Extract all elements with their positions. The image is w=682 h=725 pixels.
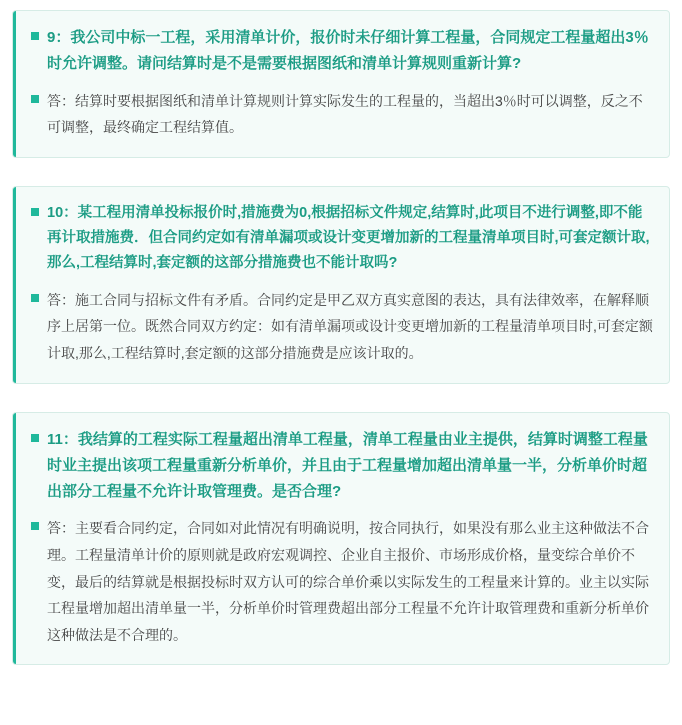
answer-row bbox=[29, 515, 653, 648]
question-number: 10： bbox=[47, 204, 78, 221]
qa-card bbox=[12, 186, 670, 384]
answer-body bbox=[47, 287, 653, 367]
answer-label: 答： bbox=[47, 520, 75, 537]
answer-text: 施工合同与招标文件有矛盾。合同约定是甲乙双方真实意图的表达，具有法律效率，在解释顺序上居第一位。既然合同双方约定：如有清单漏项或设计变更增加新的工程量清单项目时,可套定额计取,那么,工程结算时,套定额的这部分措施费是应该计取的。 bbox=[47, 291, 653, 361]
square-bullet-icon bbox=[31, 208, 39, 216]
answer-row bbox=[29, 287, 653, 367]
question-text: 我公司中标一工程，采用清单计价，报价时未仔细计算工程量，合同规定工程量超出3％时允许调整。请问结算时是不是需要根据图纸和清单计算规则重新计算? bbox=[47, 29, 649, 73]
answer-text: 主要看合同约定，合同如对此情况有明确说明，按合同执行，如果没有那么业主这种做法不合理。工程量清单计价的原则就是政府宏观调控、企业自主报价、市场形成价格，量变综合单价不变，最后的结算就是根据投标时双方认可的综合单价乘以实际发生的工程量来计算的。业主以实际工程量增加超出清单量一半，分析单价时管理费超出部分工程量不允许计取管理费和重新分析单价这种做法是不合理的。 bbox=[47, 520, 649, 643]
square-bullet-icon bbox=[31, 294, 39, 302]
answer-row bbox=[29, 88, 653, 141]
answer-body bbox=[47, 515, 653, 648]
question-row bbox=[29, 25, 653, 78]
qa-card bbox=[12, 412, 670, 666]
square-bullet-icon bbox=[31, 522, 39, 530]
question-body bbox=[47, 201, 653, 277]
answer-label: 答： bbox=[47, 291, 75, 308]
top-spacer bbox=[0, 0, 682, 10]
question-row bbox=[29, 201, 653, 277]
qa-card bbox=[12, 10, 670, 158]
question-body bbox=[47, 427, 653, 506]
square-bullet-icon bbox=[31, 434, 39, 442]
square-bullet-icon bbox=[31, 32, 39, 40]
question-body bbox=[47, 25, 653, 78]
question-number: 11： bbox=[47, 430, 78, 448]
answer-label: 答： bbox=[47, 92, 75, 109]
question-text: 某工程用清单投标报价时,措施费为0,根据招标文件规定,结算时,此项目不进行调整,即不能再计取措施费．但合同约定如有清单漏项或设计变更增加新的工程量清单项目时,可套定额计取,那么,工程结算时,套定额的这部分措施费也不能计取吗? bbox=[47, 204, 650, 272]
square-bullet-icon bbox=[31, 95, 39, 103]
question-number: 9： bbox=[47, 29, 71, 46]
question-text: 我结算的工程实际工程量超出清单工程量，清单工程量由业主提供，结算时调整工程量时业主提出该项工程量重新分析单价，并且由于工程量增加超出清单量一半，分析单价时超出部分工程量不允许计取管理费。是否合理? bbox=[47, 430, 648, 501]
answer-body bbox=[47, 88, 653, 141]
question-row bbox=[29, 427, 653, 506]
answer-text: 结算时要根据图纸和清单计算规则计算实际发生的工程量的，当超出3％时可以调整，反之不可调整，最终确定工程结算值。 bbox=[47, 92, 643, 136]
